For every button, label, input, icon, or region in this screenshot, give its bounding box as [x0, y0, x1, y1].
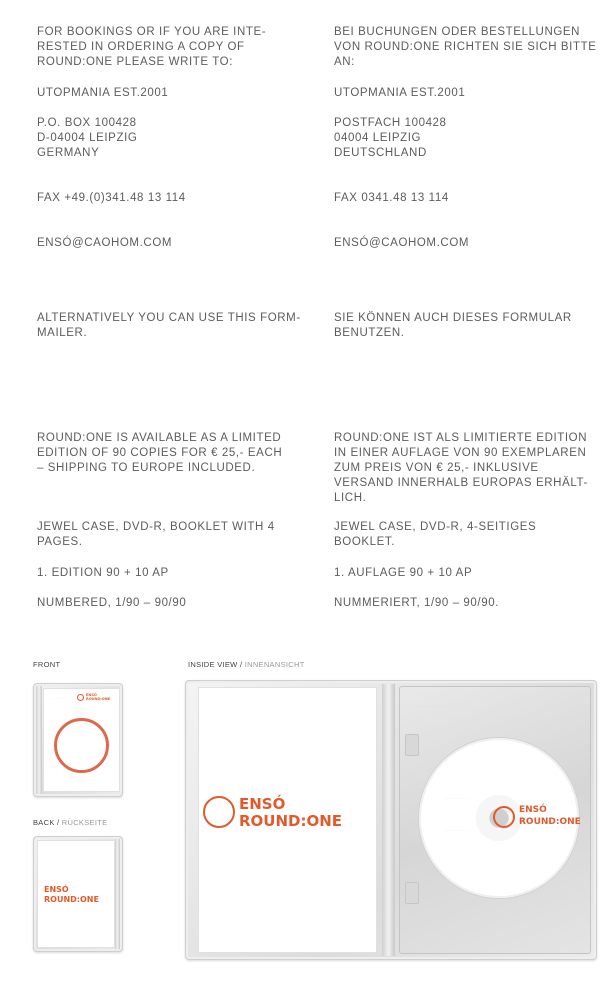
disc-small-print-left-2: · · · · · · · · · · ·: [445, 828, 469, 832]
dvd-disc: [419, 738, 579, 898]
tray-clip-top: [405, 734, 419, 756]
booklet-logo-bottom: ROUND:ONE: [239, 812, 343, 830]
booklet-page: [199, 688, 376, 952]
back-cover-insert: [38, 841, 114, 947]
org-de: UTOPMANIA EST.2001: [334, 87, 466, 99]
disc-tray: [399, 686, 591, 954]
booklet-logo-top: ENSÓ: [239, 795, 286, 813]
front-small-logo-bottom: ROUND:ONE: [86, 697, 111, 701]
edition-de: 1. AUFLAGE 90 + 10 AP: [334, 567, 473, 579]
email-link-en[interactable]: ENSÓ@CAOHOM.COM: [37, 237, 173, 249]
german-column: [334, 0, 604, 640]
org-en: UTOPMANIA EST.2001: [37, 87, 169, 99]
front-small-ring-icon: [77, 694, 84, 701]
inside-view-image[interactable]: [185, 680, 597, 960]
disc-logo-bottom: ROUND:ONE: [519, 817, 581, 827]
caption-back-de: RÜCKSEITE: [61, 818, 108, 827]
tray-clip-bottom: [405, 882, 419, 904]
packaging-en: JEWEL CASE, DVD-R, BOOKLET WITH 4 PAGES.: [37, 521, 275, 548]
fax-de: FAX 0341.48 13 114: [334, 192, 449, 204]
contact-intro-de: BEI BUCHUNGEN ODER BESTELLUNGEN VON ROUND:ONE RICHTEN SIE SICH BITTE AN:: [334, 26, 597, 68]
front-cover-insert: [44, 689, 119, 791]
case-spine-hinge: [382, 684, 395, 956]
numbering-de: NUMMERIERT, 1/90 – 90/90.: [334, 597, 499, 609]
back-logo-bottom: ROUND:ONE: [44, 895, 99, 904]
caption-back: [33, 818, 107, 827]
edition-en: 1. EDITION 90 + 10 AP: [37, 567, 169, 579]
form-note-en[interactable]: ALTERNATIVELY YOU CAN USE THIS FORM- MAILER.: [37, 312, 301, 339]
caption-back-en: BACK /: [33, 818, 62, 827]
address-en: P.O. BOX 100428 D-04004 LEIPZIG GERMANY: [37, 117, 138, 159]
caption-front: FRONT: [33, 660, 61, 669]
caption-inside: [188, 660, 305, 669]
numbering-en: NUMBERED, 1/90 – 90/90: [37, 597, 187, 609]
front-case-image[interactable]: [33, 683, 123, 797]
email-link-de[interactable]: ENSÓ@CAOHOM.COM: [334, 237, 470, 249]
back-case-hinge: [115, 839, 120, 949]
caption-inside-de: INNENANSICHT: [244, 660, 305, 669]
booklet-ring-icon: [203, 796, 235, 828]
front-small-logo-top: ENSÓ: [86, 693, 97, 697]
disc-logo-top: ENSÓ: [519, 805, 547, 815]
enso-circle-icon: [54, 718, 109, 773]
tray-small-print: · · · · · · · · · · · · · · · · · · · ·: [409, 704, 453, 708]
fax-en: FAX +49.(0)341.48 13 114: [37, 192, 186, 204]
address-de: POSTFACH 100428 04004 LEIPZIG DEUTSCHLAND: [334, 117, 447, 159]
form-note-de[interactable]: SIE KÖNNEN AUCH DIESES FORMULAR BENUTZEN.: [334, 312, 572, 339]
packaging-de: JEWEL CASE, DVD-R, 4-SEITIGES BOOKLET.: [334, 521, 537, 548]
disc-small-print-left: · · · · · · · · · · ·: [445, 796, 469, 800]
back-case-image[interactable]: [33, 836, 123, 952]
caption-inside-en: INSIDE VIEW /: [188, 660, 245, 669]
contact-intro-en: FOR BOOKINGS OR IF YOU ARE INTE- RESTED IN ORDERING A COPY OF ROUND:ONE PLEASE WRITE TO:: [37, 26, 267, 68]
availability-en: ROUND:ONE IS AVAILABLE AS A LIMITED EDITION OF 90 COPIES FOR € 25,- EACH – SHIPPING TO EUROPE INCLUDED.: [37, 432, 283, 474]
english-column: [37, 0, 317, 640]
disc-ring-icon: [493, 806, 515, 828]
back-logo-top: ENSÓ: [44, 885, 69, 894]
front-cover-small-print: · · · · · · · · · ·: [49, 696, 71, 700]
front-case-hinge: [36, 686, 42, 794]
availability-de: ROUND:ONE IST ALS LIMITIERTE EDITION IN EINER AUFLAGE VON 90 EXEMPLAREN ZUM PREIS VON € 25,- INKLUSIVE VERSAND INNERHALB EUROPAS ERHÄLT- LICH.: [334, 432, 588, 504]
